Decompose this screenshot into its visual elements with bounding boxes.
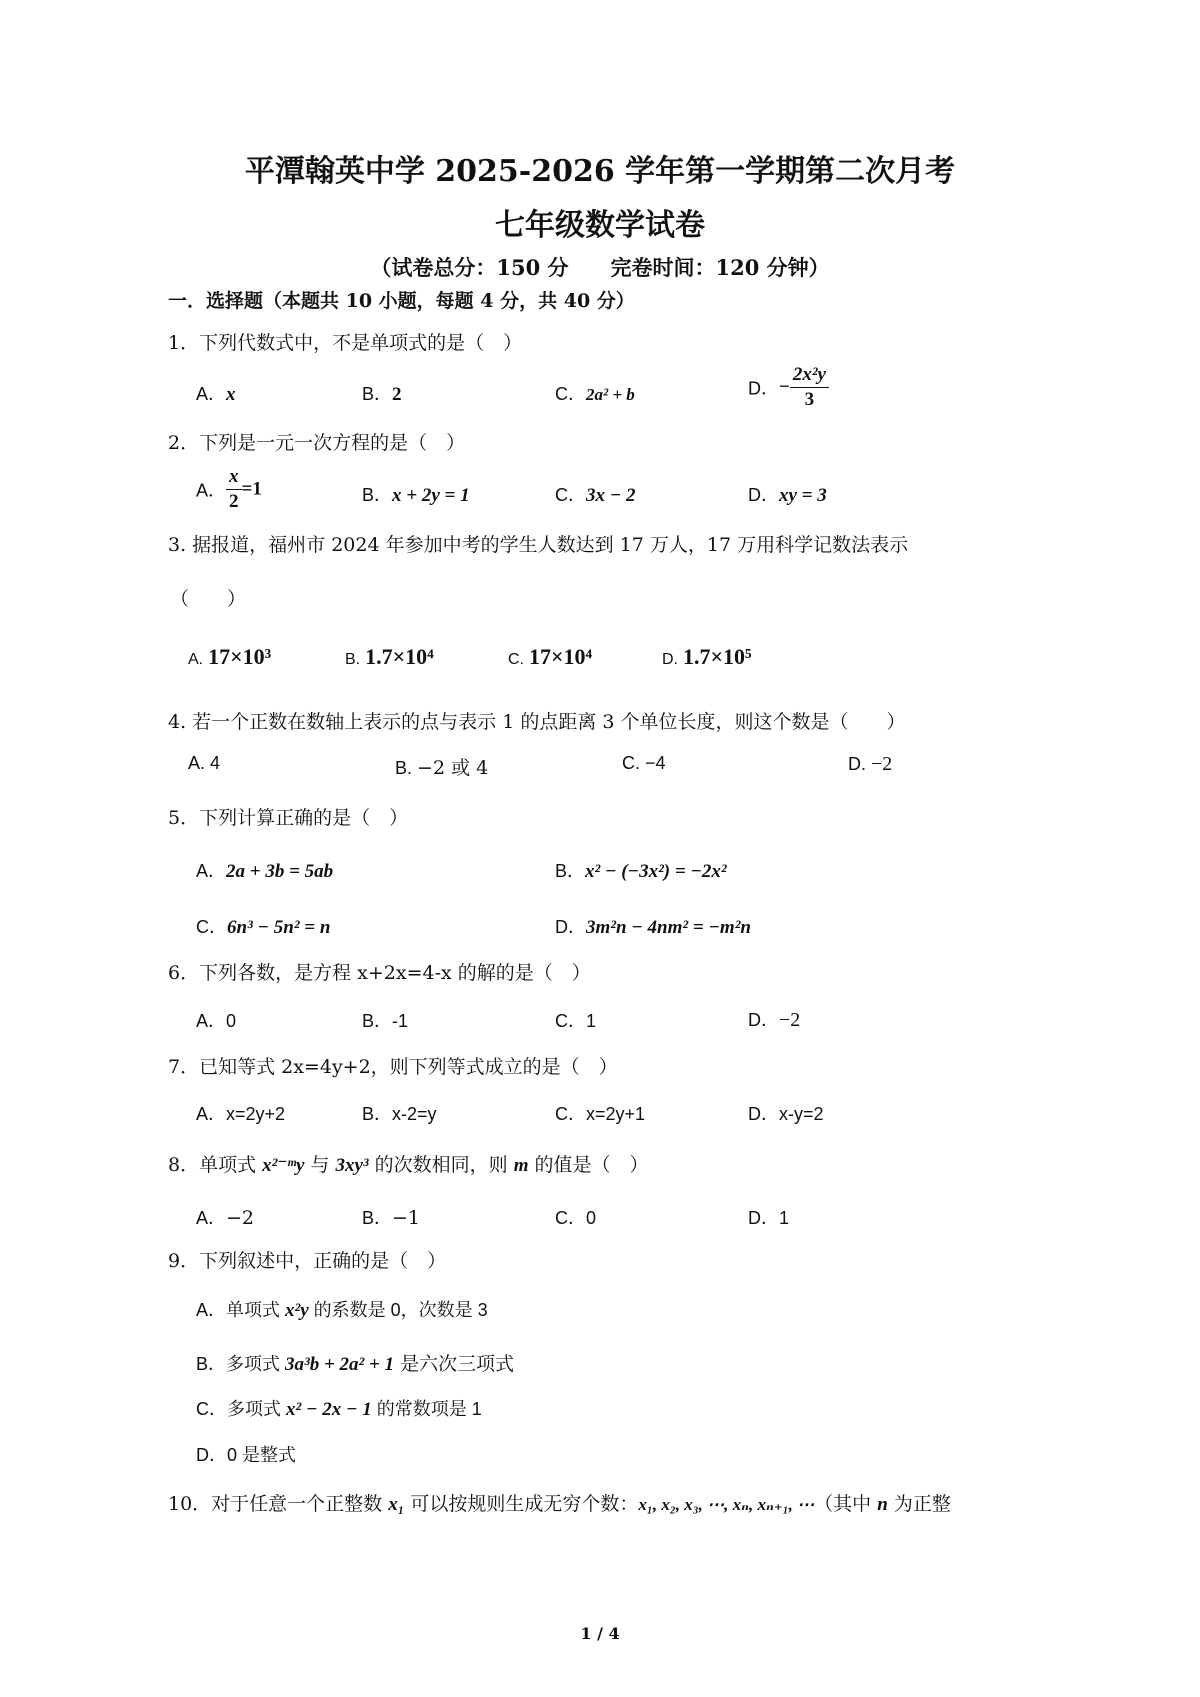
q4-d-label: D. (848, 754, 866, 774)
q5-option-d (555, 913, 751, 939)
q5-a-expr: 2a + 3b = 5ab (226, 861, 334, 882)
q1-a-label: A． (196, 384, 227, 404)
q2-a-rest: =1 (241, 478, 262, 500)
q2-a-label: A． (196, 480, 227, 501)
q4-option-d (848, 753, 892, 776)
question-2-stem: 2．下列是一元一次方程的是（ ） (168, 432, 466, 454)
q10-stem-post1: （其中 (814, 1493, 878, 1515)
q2-a-fraction (226, 466, 242, 513)
page-number: 1 / 4 (580, 1624, 620, 1643)
q1-option-d (748, 364, 829, 411)
q8-b-expr: −1 (392, 1207, 421, 1229)
q1-d-numerator: 2x²y (790, 364, 829, 388)
q3-c-expr: 17×10⁴ (529, 644, 593, 669)
q2-a-denominator: 2 (229, 491, 239, 512)
q8-option-d: D．1 (748, 1208, 790, 1228)
q6-option-b: B．-1 (362, 1011, 409, 1031)
q9-option-c (196, 1395, 482, 1421)
q10-stem-mid: 可以按规则生成无穷个数： (404, 1493, 639, 1515)
q2-b-expr: x + 2y = 1 (392, 485, 470, 506)
q1-d-fraction (790, 364, 829, 411)
q9-a-expr: x²y (285, 1300, 309, 1321)
exam-subtitle: 七年级数学试卷 (495, 208, 705, 243)
q1-d-denominator: 3 (804, 389, 815, 410)
q8-stem-mid2: 的次数相同，则 (368, 1154, 514, 1176)
q5-option-c (196, 913, 330, 939)
q7-option-d: D．x-y=2 (748, 1104, 824, 1124)
question-5-stem: 5．下列计算正确的是（ ） (168, 807, 409, 829)
q10-x1: x₁ (388, 1494, 405, 1515)
q9-b-pre: B．多项式 (196, 1354, 286, 1374)
q9-a-pre: A．单项式 (196, 1300, 286, 1320)
q2-a-numerator: x (226, 466, 242, 490)
q3-d-expr: 1.7×10⁵ (683, 644, 752, 669)
exam-title: 平潭翰英中学 2025-2026 学年第一学期第二次月考 (244, 154, 956, 189)
q10-n: n (877, 1494, 888, 1515)
q3-option-b (345, 644, 434, 670)
q10-stem-post2: 为正整 (887, 1493, 951, 1515)
q2-option-a (196, 466, 262, 513)
q8-option-c: C．0 (555, 1208, 597, 1228)
q1-c-expr: 2a² + b (586, 385, 635, 404)
q1-b-label: B． (362, 384, 393, 404)
q2-c-expr: 3x − 2 (586, 485, 636, 506)
q6-option-a: A．0 (196, 1011, 237, 1031)
q8-a-expr: −2 (226, 1207, 255, 1229)
q2-b-label: B． (362, 485, 393, 505)
q5-option-b (555, 857, 727, 883)
section-heading: 一．选择题（本题共 10 小题，每题 4 分，共 40 分） (168, 290, 635, 312)
q1-c-label: C． (555, 384, 586, 404)
q8-option-a (196, 1204, 254, 1230)
q8-expr-2: 3xy³ (335, 1155, 369, 1176)
q3-option-a (188, 644, 271, 670)
question-9-stem: 9．下列叙述中，正确的是（ ） (168, 1250, 447, 1272)
q3-a-label: A. (188, 651, 204, 668)
q5-d-expr: 3m²n − 4nm² = −m²n (586, 917, 751, 938)
q8-option-b (362, 1204, 420, 1230)
question-3-stem-cont: （ ） (170, 588, 247, 610)
question-8-stem (168, 1150, 649, 1177)
exam-info: （试卷总分：150 分 完卷时间：120 分钟） (370, 255, 830, 280)
question-1-stem: 1．下列代数式中，不是单项式的是（ ） (168, 332, 523, 354)
question-10-stem (168, 1489, 951, 1516)
q5-c-label: C． (196, 917, 227, 937)
q4-option-c: C. −4 (622, 753, 666, 773)
q4-option-b (395, 753, 488, 780)
q2-option-c (555, 481, 636, 507)
q9-c-pre: C．多项式 (196, 1399, 286, 1419)
q8-b-label: B． (362, 1208, 393, 1228)
q5-b-label: B． (555, 861, 586, 881)
q6-option-d (748, 1006, 800, 1032)
q9-b-post: 是六次三项式 (394, 1353, 515, 1375)
q1-option-a (196, 380, 236, 406)
q9-option-d: D．0 是整式 (196, 1445, 297, 1465)
q9-option-b (196, 1349, 514, 1376)
q1-option-b (362, 380, 402, 406)
q4-b-label: B. (395, 758, 413, 778)
q8-a-label: A． (196, 1208, 227, 1228)
q5-option-a (196, 857, 333, 883)
q4-option-a: A. 4 (188, 753, 221, 773)
q8-expr-1: x²⁻ᵐy (262, 1155, 305, 1176)
q9-option-a (196, 1296, 488, 1322)
q5-d-label: D． (555, 917, 586, 937)
question-3-stem: 3. 据报道，福州市 2024 年参加中考的学生人数达到 17 万人，17 万用科学记数法表示 (168, 534, 909, 556)
q2-d-label: D． (748, 485, 779, 505)
q3-c-label: C. (508, 651, 524, 668)
q8-stem-pre: 8．单项式 (168, 1154, 263, 1176)
q5-b-expr: x² − (−3x²) = −2x² (585, 861, 727, 882)
q3-d-label: D. (662, 651, 678, 668)
q9-c-expr: x² − 2x − 1 (286, 1399, 372, 1420)
q7-option-b: B．x-2=y (362, 1104, 437, 1124)
q1-a-expr: x (226, 384, 236, 405)
q9-a-post: 的系数是 0，次数是 3 (308, 1300, 488, 1320)
q1-d-label: D． (748, 378, 779, 399)
question-6-stem: 6．下列各数，是方程 x+2x=4-x 的解的是（ ） (168, 962, 591, 984)
q3-a-expr: 17×10³ (208, 644, 272, 669)
q4-d-expr: −2 (871, 753, 893, 775)
q3-option-d (662, 644, 752, 670)
question-4-stem: 4. 若一个正数在数轴上表示的点与表示 1 的点距离 3 个单位长度，则这个数是（ ） (168, 711, 906, 733)
q3-b-expr: 1.7×10⁴ (365, 644, 434, 669)
question-7-stem: 7．已知等式 2x=4y+2，则下列等式成立的是（ ） (168, 1056, 618, 1078)
q3-b-label: B. (345, 651, 361, 668)
q1-option-c (555, 380, 635, 406)
q6-d-label: D． (748, 1010, 779, 1030)
q2-d-expr: xy = 3 (779, 485, 827, 506)
q2-option-b (362, 481, 470, 507)
q8-var: m (513, 1155, 529, 1176)
q8-stem-mid: 与 (304, 1154, 336, 1176)
q2-option-d (748, 481, 827, 507)
q7-option-c: C．x=2y+1 (555, 1104, 646, 1124)
q10-sequence: x₁, x₂, x₃, ⋯, xₙ, xₙ₊₁, ⋯ (638, 1495, 815, 1514)
q5-c-expr: 6n³ − 5n² = n (227, 917, 331, 938)
q7-option-a: A．x=2y+2 (196, 1104, 286, 1124)
q8-stem-post: 的值是（ ） (528, 1154, 649, 1176)
q6-d-expr: −2 (779, 1009, 801, 1031)
q1-b-expr: 2 (392, 384, 402, 405)
q3-option-c (508, 644, 592, 670)
q4-b-expr: −2 或 4 (417, 757, 489, 779)
q6-option-c: C．1 (555, 1011, 597, 1031)
q9-c-post: 的常数项是 1 (371, 1399, 482, 1419)
q1-d-sign: − (779, 376, 790, 398)
q5-a-label: A． (196, 861, 227, 881)
q10-stem-pre: 10．对于任意一个正整数 (168, 1493, 389, 1515)
q9-b-expr: 3a³b + 2a² + 1 (285, 1354, 395, 1375)
q2-c-label: C． (555, 485, 586, 505)
